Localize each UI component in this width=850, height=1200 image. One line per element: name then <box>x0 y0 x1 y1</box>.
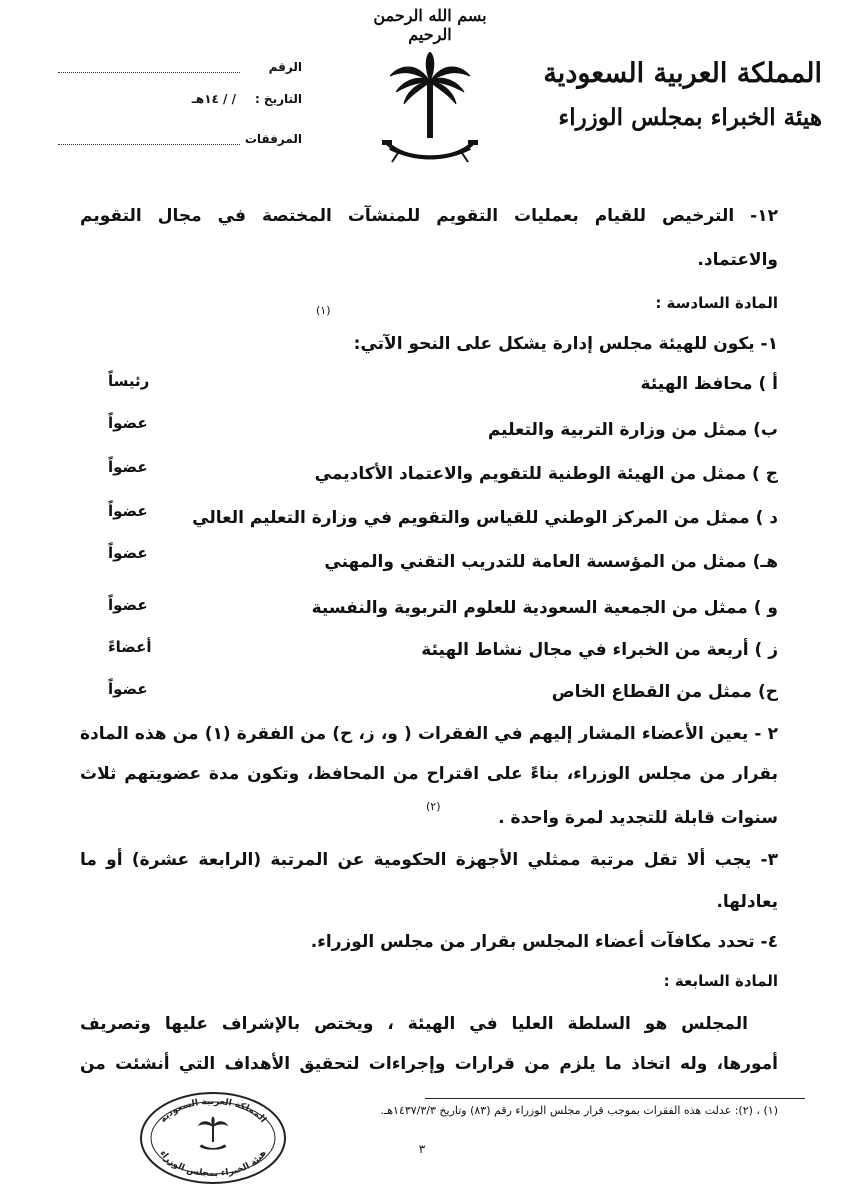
member-role: أعضاءً <box>108 638 152 656</box>
stamp-top-text: المملكة العربية السعودية <box>158 1096 268 1125</box>
official-seal-icon <box>138 1090 288 1186</box>
item12-line2: والاعتماد. <box>697 250 778 270</box>
member-role: عضواً <box>108 680 148 698</box>
footnote-marker-1: (١) <box>316 304 331 317</box>
member-item: و ) ممثل من الجمعية السعودية للعلوم التربوية والنفسية <box>311 598 778 618</box>
article7-line1: المجلس هو السلطة العليا في الهيئة ، ويختص بالإشراف عليها وتصريف <box>80 1014 748 1034</box>
item2-line1: ٢ - يعين الأعضاء المشار إليهم في الفقرات ( و، ز، ح) من الفقرة (١) من هذه المادة <box>80 724 778 744</box>
reference-number-field <box>58 60 302 80</box>
item3-line2: يعادلها. <box>716 892 778 912</box>
article7-heading: المادة السابعة : <box>663 972 778 990</box>
member-role: عضواً <box>108 502 148 520</box>
member-item: ح) ممثل من القطاع الخاص <box>551 682 778 702</box>
member-item: د ) ممثل من المركز الوطني للقياس والتقويم في وزارة التعليم العالي <box>192 508 778 528</box>
member-item: ز ) أربعة من الخبراء في مجال نشاط الهيئة <box>421 640 778 660</box>
member-item: ب) ممثل من وزارة التربية والتعليم <box>487 420 778 440</box>
member-role: عضواً <box>108 596 148 614</box>
item12-line1: ١٢- الترخيص للقيام بعمليات التقويم للمنشآت المختصة في مجال التقويم <box>80 206 778 226</box>
date-field <box>80 92 302 112</box>
reference-dotted-line <box>58 72 240 73</box>
item2-line3: سنوات قابلة للتجديد لمرة واحدة . <box>498 808 778 828</box>
footnote-marker-2: (٢) <box>426 800 441 813</box>
org-name-line2: هيئة الخبراء بمجلس الوزراء <box>558 104 822 131</box>
reference-label: الرقم <box>268 60 302 74</box>
saudi-palm-swords-emblem-icon <box>382 52 478 174</box>
member-item: هـ) ممثل من المؤسسة العامة للتدريب التقني والمهني <box>324 552 778 572</box>
date-label: التاريخ : <box>254 92 302 106</box>
item4-line1: ٤- تحدد مكافآت أعضاء المجلس بقرار من مجلس الوزراء. <box>310 932 778 952</box>
attachments-label: المرفقات <box>244 132 302 146</box>
member-role: رئيساً <box>108 372 150 390</box>
article7-line2: أمورها، وله اتخاذ ما يلزم من قرارات وإجراءات لتحقيق الأهداف التي أنشئت من <box>80 1054 778 1074</box>
org-name-line1: المملكة العربية السعودية <box>543 58 822 89</box>
member-role: عضواً <box>108 544 148 562</box>
svg-text:هيئة الخبراء بمجلس الوزراء <box>157 1149 268 1179</box>
basmala: بسم الله الرحمن الرحيم <box>373 6 487 44</box>
stamp-bottom-text: هيئة الخبراء بمجلس الوزراء <box>157 1148 269 1180</box>
article6-heading: المادة السادسة : <box>655 294 778 312</box>
page-number: ٣ <box>418 1142 426 1156</box>
footnote-divider <box>425 1098 805 1099</box>
item2-line2: بقرار من مجلس الوزراء، بناءً على اقتراح من المحافظ، وتكون مدة عضويتهم ثلاث <box>80 764 778 784</box>
attachments-dotted-line <box>58 144 240 145</box>
footnote: (١) ، (٢): عدلت هذه الفقرات بموجب قرار مجلس الوزراء رقم (٨٣) وتاريخ ١٤٣٧/٣/٣هـ. <box>380 1104 778 1117</box>
item3-line1: ٣- يجب ألا تقل مرتبة ممثلي الأجهزة الحكومية عن المرتبة (الرابعة عشرة) أو ما <box>80 850 778 870</box>
date-value: / / ١٤هـ <box>191 92 236 106</box>
member-role: عضواً <box>108 458 148 476</box>
member-item: أ ) محافظ الهيئة <box>640 374 778 394</box>
member-role: عضواً <box>108 414 148 432</box>
member-item: ج ) ممثل من الهيئة الوطنية للتقويم والاعتماد الأكاديمي <box>314 464 778 484</box>
attachments-field <box>58 132 302 152</box>
article6-intro: ١- يكون للهيئة مجلس إدارة يشكل على النحو الآتي: <box>353 334 778 354</box>
